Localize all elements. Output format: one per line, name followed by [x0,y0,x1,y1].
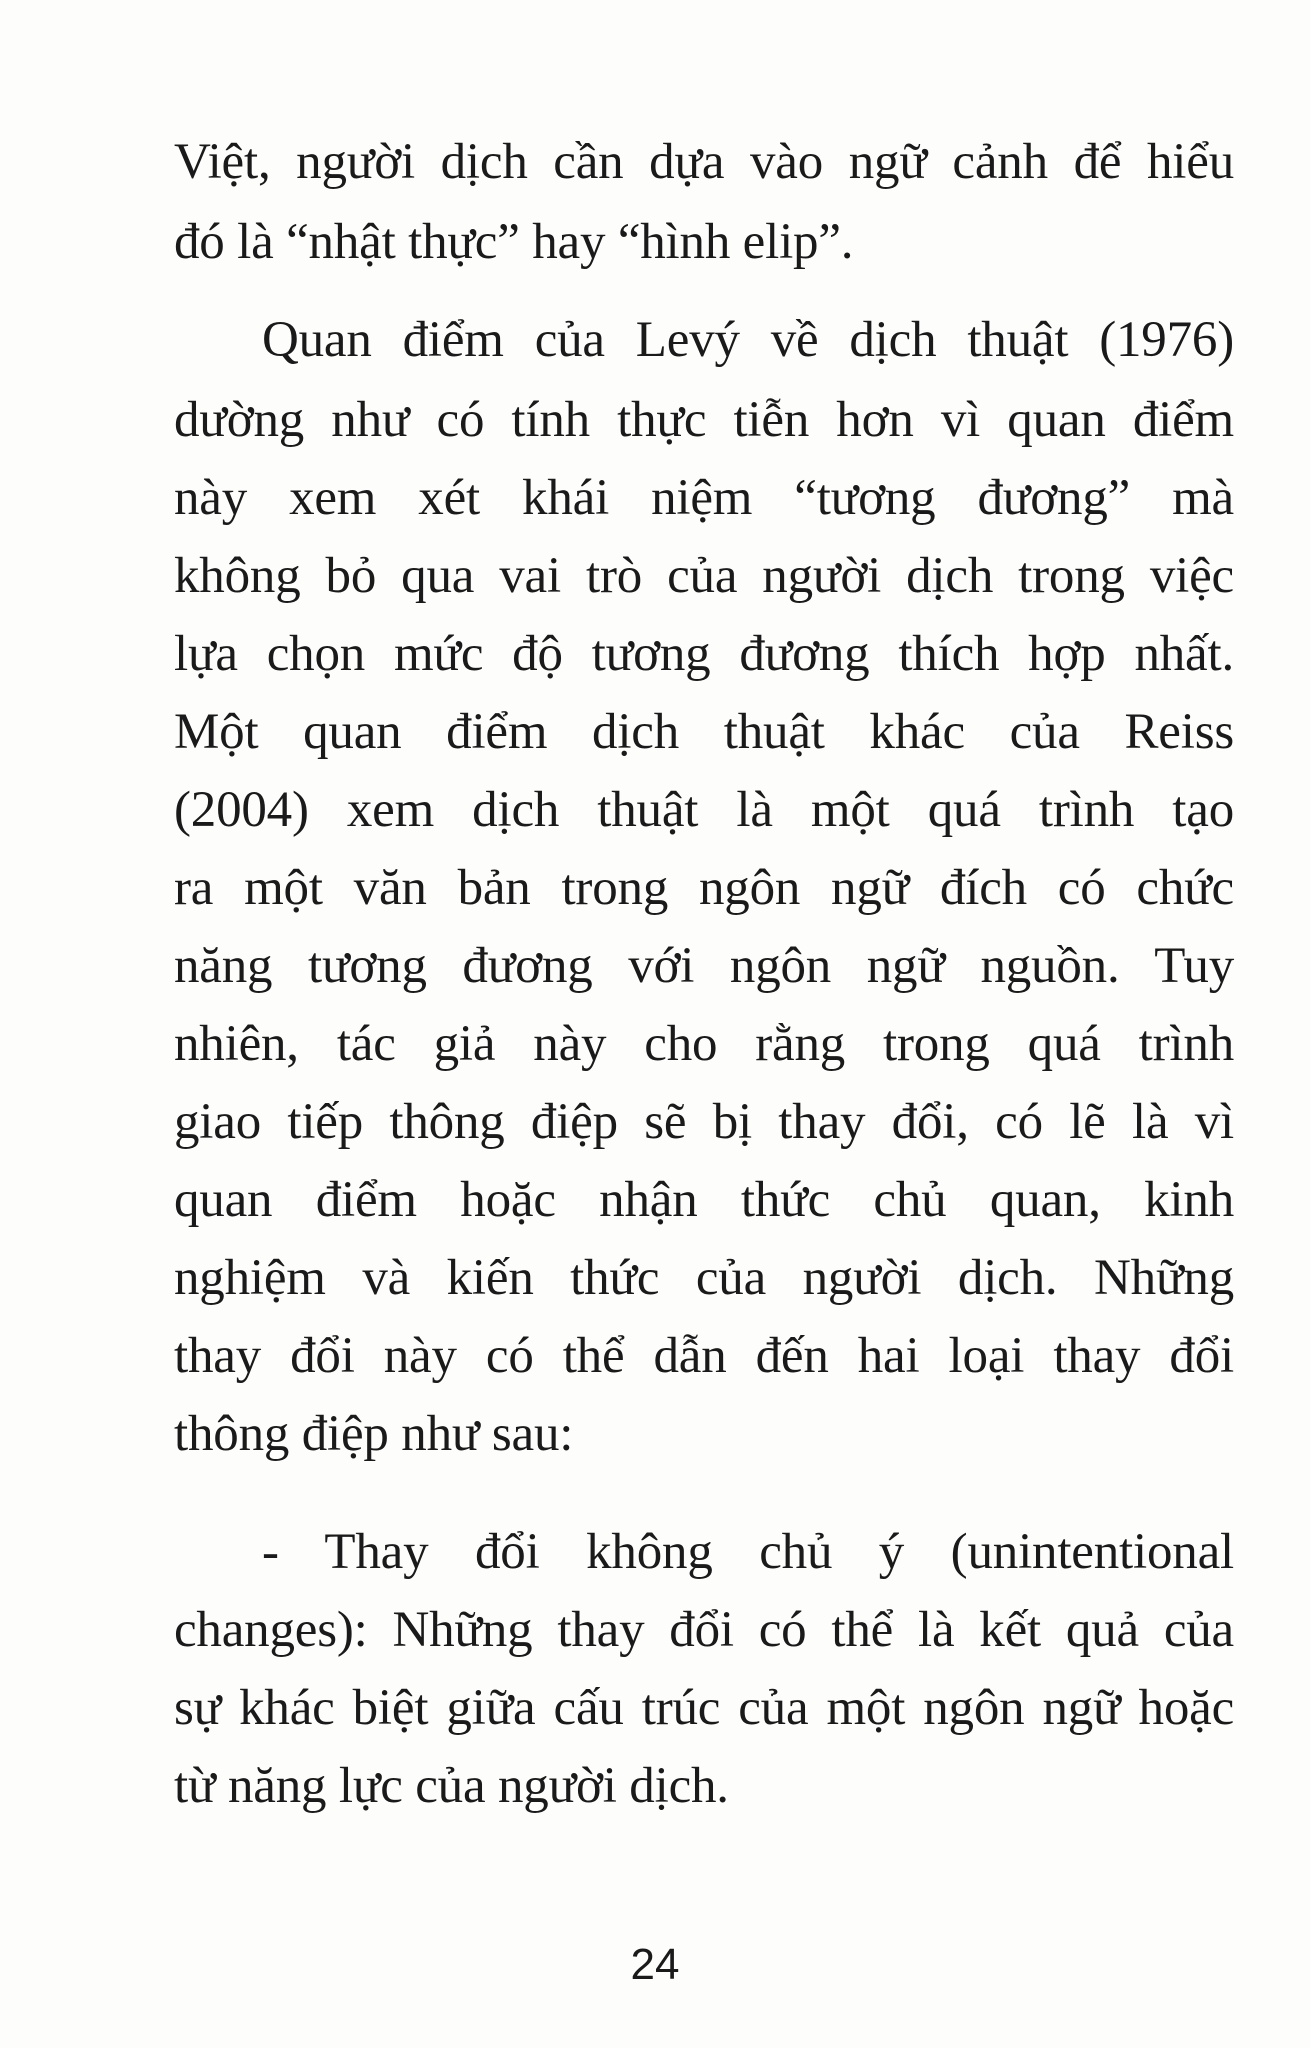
text-line: quan điểm hoặc nhận thức chủ quan, kinh [174,1172,1234,1228]
text-line: này xem xét khái niệm “tương đương” mà [174,470,1234,526]
text-line: Quan điểm của Levý về dịch thuật (1976) [262,312,1234,368]
text-line: lựa chọn mức độ tương đương thích hợp nhất. [174,626,1234,682]
text-line: giao tiếp thông điệp sẽ bị thay đổi, có lẽ là vì [174,1094,1234,1150]
text-line: nhiên, tác giả này cho rằng trong quá trình [174,1016,1234,1072]
text-line: nghiệm và kiến thức của người dịch. Những [174,1250,1234,1306]
text-line: changes): Những thay đổi có thể là kết quả của [174,1602,1234,1658]
text-line: sự khác biệt giữa cấu trúc của một ngôn ngữ hoặc [174,1680,1234,1736]
text-line: (2004) xem dịch thuật là một quá trình tạo [174,782,1234,838]
text-line: Việt, người dịch cần dựa vào ngữ cảnh để hiểu [174,134,1234,190]
text-line: đó là “nhật thực” hay “hình elip”. [174,214,854,270]
text-line: thay đổi này có thể dẫn đến hai loại thay đổi [174,1328,1234,1384]
text-line: từ năng lực của người dịch. [174,1758,729,1814]
text-line: thông điệp như sau: [174,1406,574,1462]
text-line: ra một văn bản trong ngôn ngữ đích có chức [174,860,1234,916]
text-line: không bỏ qua vai trò của người dịch trong việc [174,548,1234,604]
text-line: Một quan điểm dịch thuật khác của Reiss [174,704,1234,760]
bullet-text-line: - Thay đổi không chủ ý (unintentional [262,1524,1234,1580]
text-line: năng tương đương với ngôn ngữ nguồn. Tuy [174,938,1234,994]
text-line: dường như có tính thực tiễn hơn vì quan điểm [174,392,1234,448]
page-number: 24 [630,1940,680,1989]
